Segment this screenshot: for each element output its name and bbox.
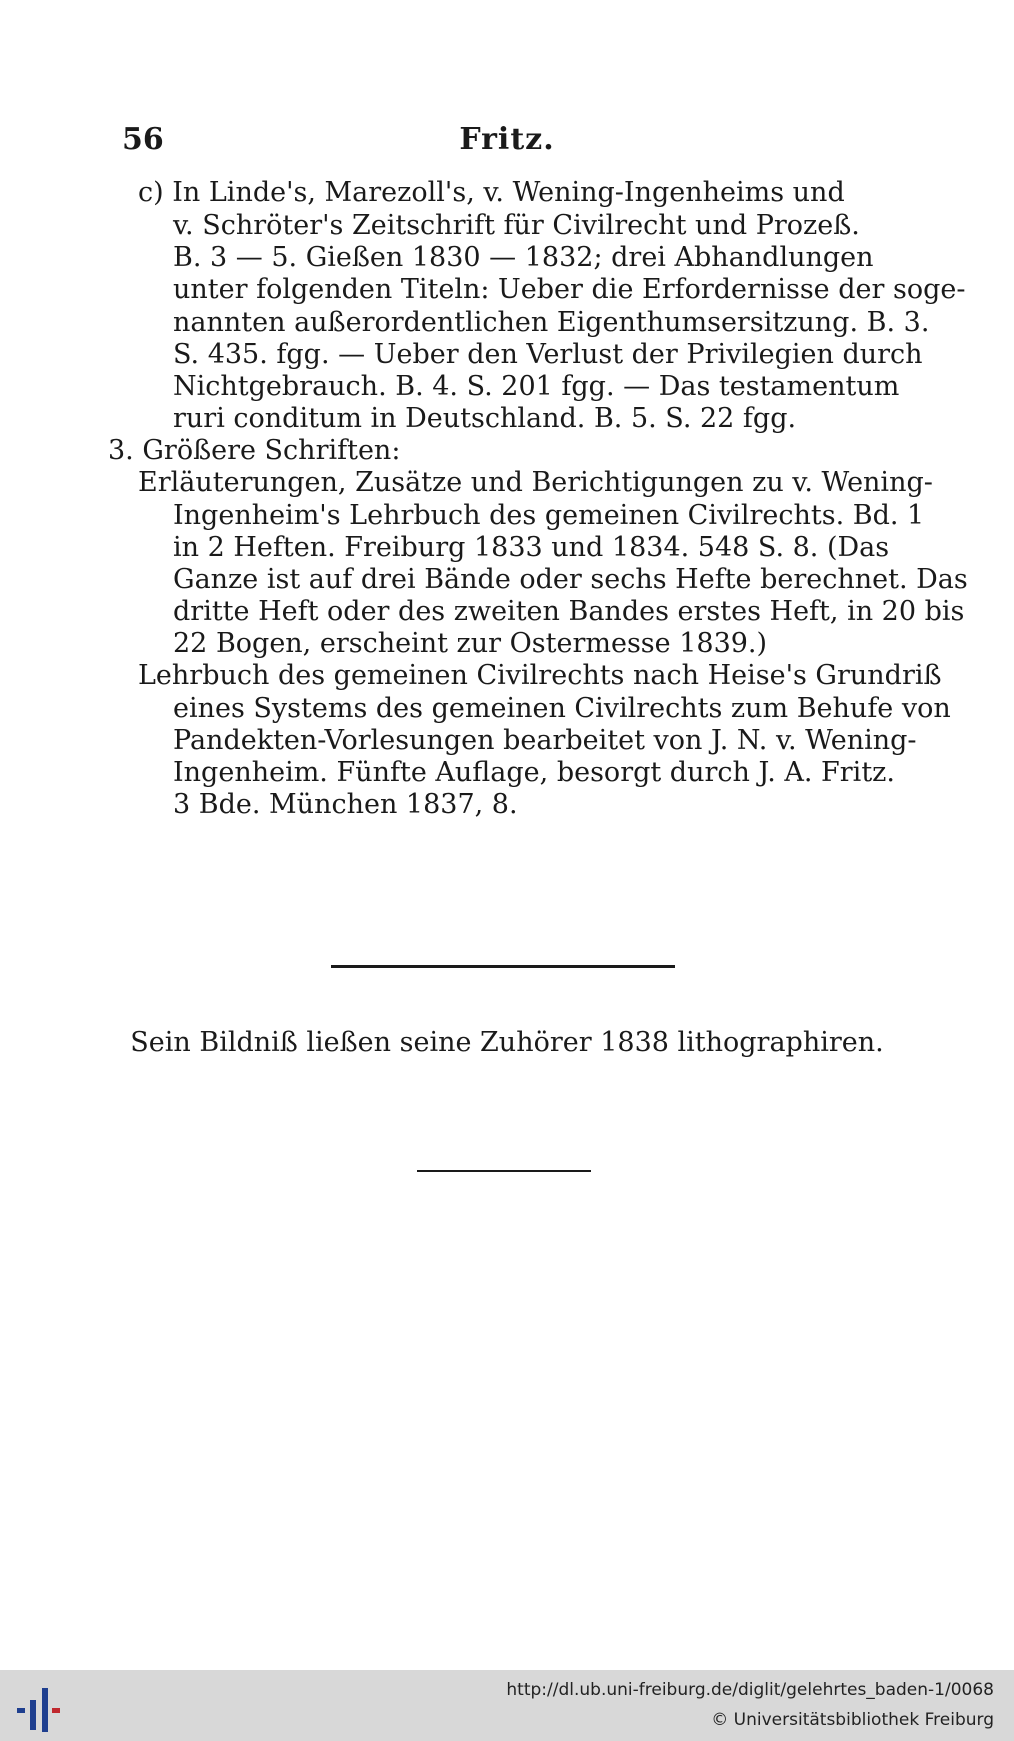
page-header — [0, 122, 1014, 162]
end-divider — [417, 1170, 591, 1172]
running-head: Fritz. — [459, 122, 555, 157]
text-line: eines Systems des gemeinen Civilrechts zum Behufe von — [173, 693, 951, 724]
text-line: Erläuterungen, Zusätze und Berichtigungen zu v. Wening- — [138, 467, 933, 498]
text-line: dritte Heft oder des zweiten Bandes erstes Heft, in 20 bis — [173, 596, 965, 627]
text-line: nannten außerordentlichen Eigenthumsersitzung. B. 3. — [173, 307, 930, 338]
text-line: 3 Bde. München 1837, 8. — [173, 789, 518, 820]
footer-copyright: © Universitätsbibliothek Freiburg — [711, 1710, 994, 1730]
text-line: Ingenheim's Lehrbuch des gemeinen Civilrechts. Bd. 1 — [173, 500, 925, 531]
text-line: in 2 Heften. Freiburg 1833 und 1834. 548 S. 8. (Das — [173, 532, 890, 563]
text-line: S. 435. fgg. — Ueber den Verlust der Privilegien durch — [173, 339, 923, 370]
text-line: Ganze ist auf drei Bände oder sechs Hefte berechnet. Das — [173, 564, 968, 595]
text-line: c) In Linde's, Marezoll's, v. Wening-Ingenheims und — [138, 177, 845, 208]
footer-bar — [0, 1670, 1014, 1741]
text-line: Lehrbuch des gemeinen Civilrechts nach Heise's Grundriß — [138, 660, 942, 691]
footer-url-link[interactable]: http://dl.ub.uni-freiburg.de/diglit/gelehrtes_baden-1/0068 — [506, 1680, 994, 1700]
page-number: 56 — [122, 122, 164, 157]
text-line: B. 3 — 5. Gießen 1830 — 1832; drei Abhandlungen — [173, 242, 874, 273]
text-line: unter folgenden Titeln: Ueber die Erfordernisse der soge- — [173, 274, 966, 305]
library-logo-icon — [14, 1686, 64, 1734]
section-divider — [331, 965, 675, 968]
text-line: Ingenheim. Fünfte Auflage, besorgt durch J. A. Fritz. — [173, 757, 895, 788]
closing-line: Sein Bildniß ließen seine Zuhörer 1838 lithographiren. — [130, 1027, 884, 1058]
text-line: ruri conditum in Deutschland. B. 5. S. 22 fgg. — [173, 403, 797, 434]
section-heading: 3. Größere Schriften: — [108, 435, 401, 466]
text-line: Nichtgebrauch. B. 4. S. 201 fgg. — Das testamentum — [173, 371, 900, 402]
text-line: 22 Bogen, erscheint zur Ostermesse 1839.) — [173, 628, 768, 659]
text-line: Pandekten-Vorlesungen bearbeitet von J. N. v. Wening- — [173, 725, 917, 756]
text-line: v. Schröter's Zeitschrift für Civilrecht und Prozeß. — [173, 210, 860, 241]
